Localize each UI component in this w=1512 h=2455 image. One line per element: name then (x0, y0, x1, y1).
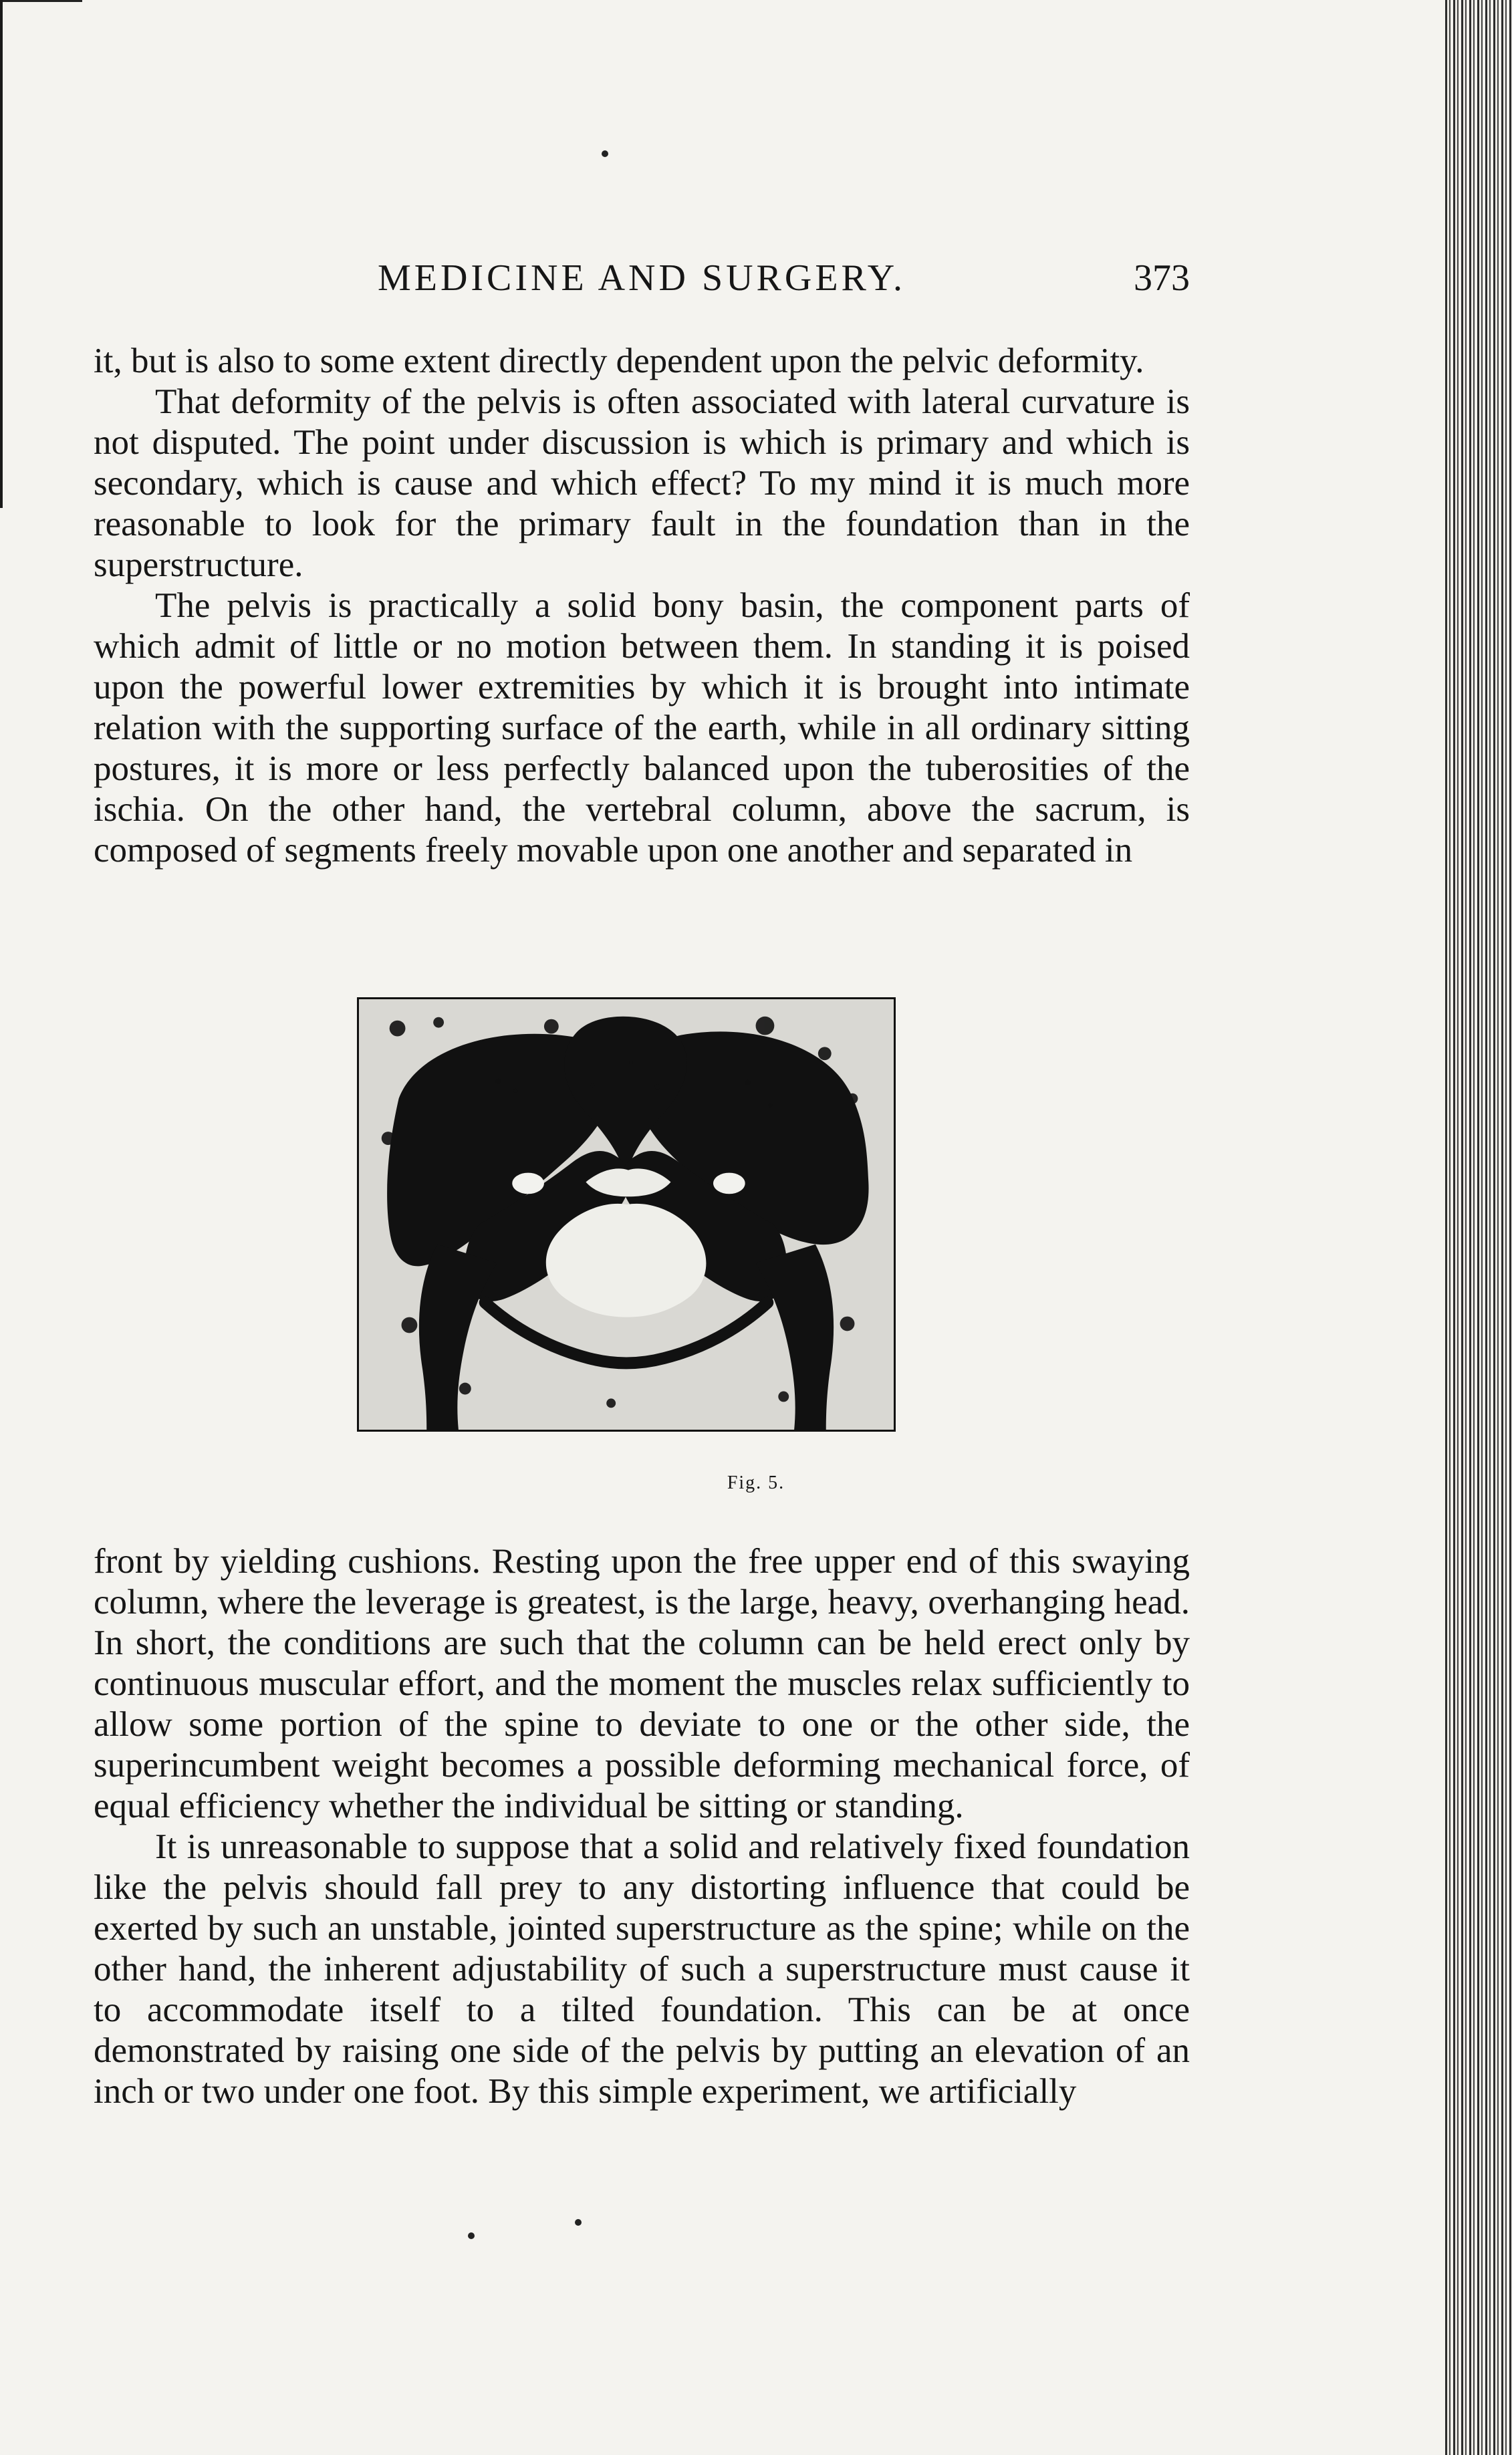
stray-mark-bottom-left (468, 2232, 475, 2239)
page-left-rule (0, 0, 7, 508)
page-number: 373 (1134, 257, 1190, 299)
binding-edge (1445, 0, 1512, 2455)
paragraph-bottom-2: It is unreasonable to suppose that a solid and relatively fixed foundation like the pelvis should fall prey to any distorting influence that could be exerted by such an unstable, jointed superstructure as the spine; while on the other hand, the inherent adjustability of such a superstructure must cause it to accommodate itself to a tilted foundation. This can be at once demonstrated by raising one side of the pelvis by putting an elevation of an inch or two under one foot. By this simple experiment, we artificially (94, 1827, 1190, 2111)
top-text-block (94, 341, 1190, 871)
paragraph-top-2: That deformity of the pelvis is often associated with lateral curvature is not disputed. The point under discussion is which is primary and which is secondary, which is cause and which effect? To my mind it is much more reasonable to look for the primary fault in the foundation than in the superstructure. (94, 382, 1190, 584)
left-acetabulum (512, 1173, 544, 1194)
running-title: MEDICINE AND SURGERY. (377, 257, 906, 299)
running-head (94, 247, 1190, 307)
pelvis-figure (357, 997, 896, 1432)
paragraph-top-3: The pelvis is practically a solid bony basin, the component parts of which admit of little or no motion between them. In standing it is poised upon the powerful lower extremities by which it is brought into intimate relation with the supporting surface of the earth, while in all ordinary sitting postures, it is more or less perfectly balanced upon the tuberosities of the ischia. On the other hand, the vertebral column, above the sacrum, is composed of segments freely movable upon one another and separated in (94, 586, 1190, 870)
bottom-text-block (94, 1541, 1190, 2112)
right-acetabulum (713, 1173, 745, 1194)
pelvis-illustration (359, 999, 894, 1430)
stray-mark-bottom-right (575, 2219, 582, 2226)
figure-caption: Fig. 5. (727, 1472, 785, 1493)
paragraph-top-1: it, but is also to some extent directly dependent upon the pelvic deformity. (94, 342, 1144, 380)
top-corner-mark (0, 0, 82, 49)
paragraph-bottom-1: front by yielding cushions. Resting upon the free upper end of this swaying column, where the leverage is greatest, is the large, heavy, overhanging head. In short, the conditions are such that the column can be held erect only by continuous muscular effort, and the moment the muscles relax sufficiently to allow some portion of the spine to deviate to one or the other side, the superincumbent weight becomes a possible deforming mechanical force, of equal efficiency whether the individual be sitting or standing. (94, 1542, 1190, 1825)
stray-mark-top (602, 150, 608, 157)
